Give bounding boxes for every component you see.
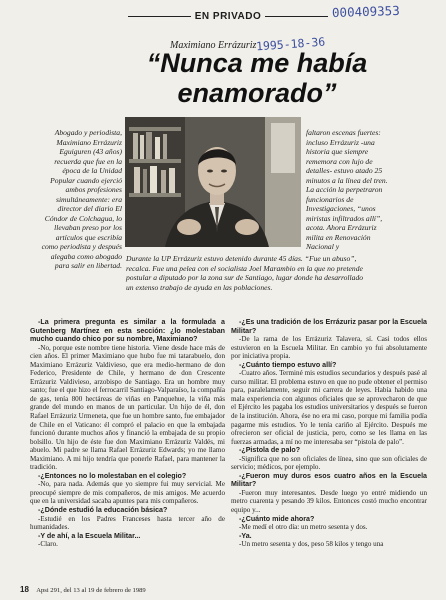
interview-answer: -No, porque este nombre tiene historia. Viene desde hace más de cien años. El primer Maximiano que hubo fue mi tatarabuelo, don Maximiano Errázuriz Valdivieso, que era medio-hermano de don Federico, Presidente de Chile, y hermano de don Crescente Errázuriz Valdivieso, arzobispo de Santiago. Era un hombre muy santo; fue el que hizo el ferrocarril Santiago-Valparaíso, la compañía de gas, tenía 800 hectáreas de viñas en Panquehue, la viña más grande del mundo en manos de un particular. Un hijo de él, don Rafael Errázuriz Urmeneta, que fue un hombre santo, fue embajador de Chile en el Vaticano: él compró el palacio en que la embajada funcionó durante muchos años y financió la embajada de su propio bolsillo. Un hijo de éste fue don Maximiano Errázuriz Valdés, mi abuelo. Mi padre se llama Rafael Errázuriz Edwards; yo me llamo Maximiano. A mi hijo tendría que ponerle Rafael, para mantener la tradición. [30,343,225,472]
interview-question: -¿Fueron muy duros esos cuatro años en la Escuela Militar? [231,471,427,489]
interview-question: -Y de ahí, a la Escuela Militar... [38,531,141,540]
archive-stamp: 000409353 [331,2,400,21]
interview-question: -¿Pistola de palo? [239,446,301,455]
interview-answer: -Claro. [38,540,58,549]
interview-answer: -Un metro sesenta y dos, peso 58 kilos y tengo una [239,540,384,549]
headline: “Nunca me había enamorado” [146,48,368,108]
page-number: 18 [20,585,29,594]
body-column-right [231,318,427,549]
interview-answer: -De la rama de los Errázuriz Talavera, sí. Casi todos ellos estuvieron en la Escuela Militar. En cambio yo fui absolutamente por iniciativa propia. [231,335,427,361]
interview-answer: -No, para nada. Además que yo siempre fui muy servicial. Me preocupé siempre de mis compañeros, de mis amigos. Me acuerdo que en la universidad sacaba apuntes para mis compañeros. [30,480,225,506]
interview-answer: -Significa que no son oficiales de línea, sino que son oficiales de servicio; médicos, por ejemplo. [231,454,427,472]
interview-question: -Ya. [239,531,252,540]
page-footer [20,586,146,595]
body-column-left [30,318,225,549]
portrait-photo [125,117,301,247]
interview-question: -¿Es una tradición de los Errázuriz pasar por la Escuela Militar? [231,318,427,335]
intro-continuation: Durante la UP Errázuriz estuvo detenido durante 45 días. “Fue un abuso”, recalca. Fue una pelea con el socialista Joel Marambio en la que no pretende postular a diputado por la zona sur de Santiago, lugar donde ha desarrollado un extenso trabajo de ayuda en las poblaciones. [126,254,364,292]
section-title: EN PRIVADO [191,11,266,22]
interview-answer: -Estudié en los Padres Franceses hasta tercer año de humanidades. [30,514,225,532]
interview-answer: -Me medí el otro día: un metro sesenta y dos. [239,523,368,532]
handwritten-note: 1995-18-36 [255,34,326,54]
interview-answer: -Fueron muy interesantes. Desde luego yo entré midiendo un metro cuarenta y pesando 39 kilos. Entonces costó mucho encontrar equipo y... [231,488,427,515]
interview-question: -¿Cuánto mide ahora? [239,514,315,523]
interview-answer: -Cuatro años. Terminé mis estudios secundarios y después pasé al curso militar. El problema estuvo en que no pude obtener el permiso para, paralelamente, seguir mi carrera de leyes. Había habido una mala experiencia con algunos oficiales que se aprovecharon de que el Ejército les pagaba los estudios universitarios y después se fueron de la institución. Ahora, ése no era mi caso, porque mi familia podía pagarme mis estudios. Yo le tenía cariño al Ejército. Después me ofrecieron ser oficial de justicia, pero, como se les llama en las fuerzas armadas, a mí no me interesaba ser “pistola de palo”. [231,369,427,446]
interview-question: -¿Entonces no lo molestaban en el colegio? [38,471,187,480]
interview-question: -¿Dónde estudió la educación básica? [38,506,168,515]
issue-info: Apsi 291, del 13 al 19 de febrero de 1989 [36,587,146,594]
section-label [128,11,328,22]
section-header [128,11,328,21]
intro-left: Abogado y periodista, Maximiano Errázuriz Eguiguren (43 años) recuerda que fue en la época de la Unidad Popular cuando ejerció ambos profesiones simultáneamente: era director del diario El Cóndor de Colchagua, lo llevaban preso por los artículos que escribía como periodista y después alegaba como abogado para salir en libertad. [41,128,122,270]
interview-question: -¿Cuánto tiempo estuvo allí? [239,360,337,369]
byline: Maximiano Errázuriz [170,40,257,51]
interview-question: -La primera pregunta es similar a la formulada a Gutenberg Martínez en esta sección: ¿lo molestaban mucho cuando chico por su nombre, Maximiano? [30,318,225,344]
intro-right: faltaron escenas fuertes: incluso Errázuriz -una historia que siempre rememora con lujo de detalles- estuvo atado 25 minutos a la línea del tren. La acción la perpetraron funcionarios de Investigaciones, “unos miristas infiltrados allí”, acota. Ahora Errázuriz milita en Renovación Nacional y [306,128,388,251]
